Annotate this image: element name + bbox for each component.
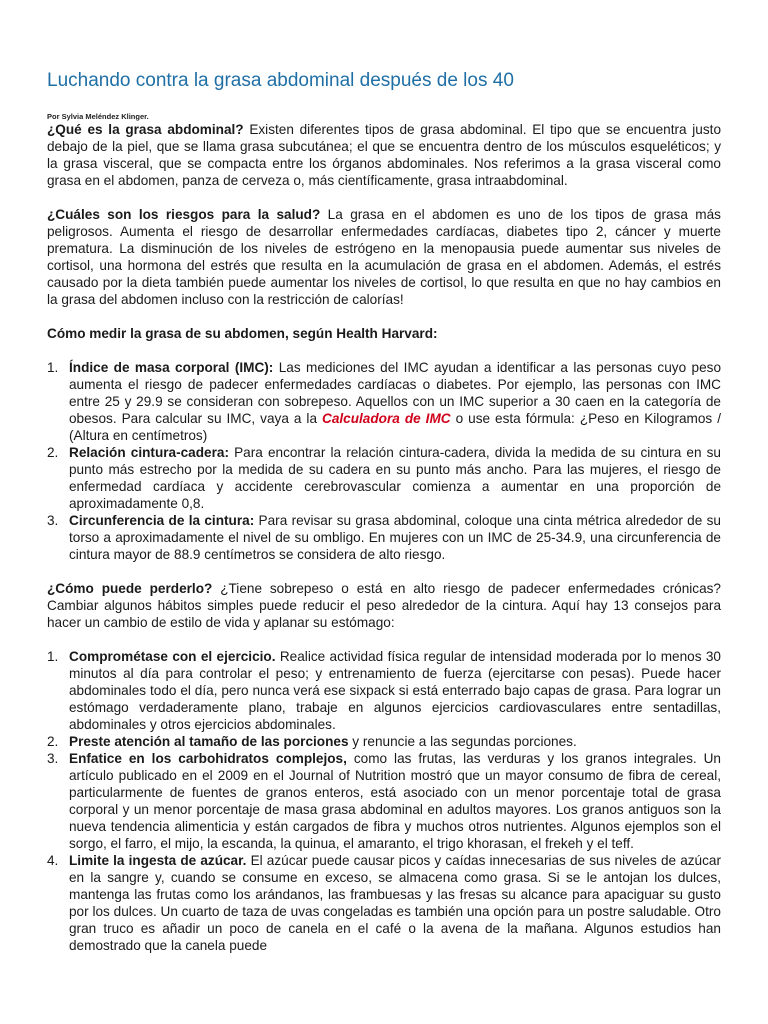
lose-text: ¿Tiene sobrepeso o está en alto riesgo de padecer enfermedades crónicas? Cambiar algunos hábitos simples puede reducir el peso alrededor de la cintura. Aquí hay 13 consejos para hacer un cambio de estilo de vida y aplanar su estómago:: [47, 581, 721, 630]
list-item-text: El azúcar puede causar picos y caídas innecesarias de sus niveles de azúcar en la sangre y, cuando se consume en exceso, se almacena como grasa. Si se le antojan los dulces, mantenga las frutas como los arándanos, las frambuesas y las fresas su alcance para apaciguar su gusto por los dulces. Un cuarto de taza de uvas congeladas es también una opción para un postre saludable. Otro gran truco es añadir un poco de canela en el café o la avena de la mañana. Algunos estudios han demostrado que la canela puede: [69, 853, 722, 953]
intro-text: Existen diferentes tipos de grasa abdominal. El tipo que se encuentra justo debajo de la piel, que se llama grasa subcutánea; el que se encuentra dentro de los músculos esqueléticos; y la grasa visceral, que se compacta entre los órganos abdominales. Nos referimos a la grasa visceral como grasa en el abdomen, panza de cerveza o, más científicamente, grasa intraabdominal.: [47, 122, 722, 188]
risks-text: La grasa en el abdomen es uno de los tipos de grasa más peligrosos. Aumenta el riesgo de desarrollar enfermedades cardíacas, diabetes tipo 2, cáncer y muerte prematura. La disminución de los niveles de estrógeno en la menopausia puede aumentar sus niveles de cortisol, una hormona del estrés que resulta en la acumulación de grasa en el abdomen. Además, el estrés causado por la dieta también puede aumentar los niveles de cortisol, lo que resulta en que no hay cambios en la grasa del abdomen incluso con la restricción de calorías!: [47, 207, 721, 307]
bmi-calculator-link[interactable]: Calculadora de IMC: [322, 411, 451, 426]
intro-paragraph: [47, 121, 721, 189]
list-item-lead: Preste atención al tamaño de las porciones: [69, 734, 349, 749]
list-item-text: y renuncie a las segundas porciones.: [348, 734, 577, 749]
list-item: [47, 512, 721, 563]
list-number: 3.: [47, 513, 59, 528]
list-item-text: como las frutas, las verduras y los granos integrales. Un artículo publicado en el 2009 en el Journal of Nutrition mostró que un mayor consumo de fibra de cereal, particularmente de fuentes de granos enteros, está asociado con un menor porcentaje total de grasa corporal y un menor porcentaje de masa grasa abdominal en adultos mayores. Los granos antiguos son la nueva tendencia alimenticia y están cargados de fibra y muchos otros nutrientes. Algunos ejemplos son el sorgo, el farro, el mijo, la escanda, la quinua, el amaranto, el trigo khorasan, el frekeh y el teff.: [69, 751, 721, 851]
list-item-text: Para revisar su grasa abdominal, coloque una cinta métrica alrededor de su torso a aproximadamente el nivel de su ombligo. En mujeres con un IMC de 25-34.9, una circunferencia de cintura mayor de 88.9 centímetros se considera de alto riesgo.: [69, 513, 721, 562]
list-item: [47, 750, 721, 852]
measure-list: [47, 359, 721, 563]
list-item-lead: Limite la ingesta de azúcar.: [69, 853, 247, 868]
list-item-text: Realice actividad física regular de intensidad moderada por lo menos 30 minutos al día para controlar el peso; y entrenamiento de fuerza (ejercitarse con pesas). Puede hacer abdominales todo el día, pero nunca verá ese sixpack si está enterrado bajo capas de grasa. Para lograr un estómago verdaderamente plano, trabaje en algunos ejercicios cardiovasculares entre sentadillas, abdominales y otros ejercicios abdominales.: [69, 649, 721, 732]
intro-lead: ¿Qué es la grasa abdominal?: [47, 122, 244, 137]
list-item: [47, 852, 721, 954]
list-item: [47, 733, 721, 750]
lose-paragraph: [47, 580, 721, 631]
article-title: Luchando contra la grasa abdominal después de los 40: [47, 70, 514, 91]
list-item-lead: Índice de masa corporal (IMC):: [69, 360, 274, 375]
list-item: [47, 444, 721, 512]
byline: Por Sylvia Meléndez Klinger.: [47, 112, 149, 121]
list-item-lead: Enfatice en los carbohidratos complejos,: [69, 751, 347, 766]
list-item-lead: Circunferencia de la cintura:: [69, 513, 255, 528]
list-number: 1.: [47, 360, 59, 375]
list-number: 2.: [47, 734, 59, 749]
article: [47, 0, 721, 954]
risks-paragraph: [47, 206, 721, 308]
list-number: 3.: [47, 751, 59, 766]
list-item-text-after: o use esta fórmula: ¿Peso en Kilogramos / (Altura en centímetros): [69, 411, 721, 443]
lose-lead: ¿Cómo puede perderlo?: [47, 581, 213, 596]
tips-list: [47, 648, 721, 954]
list-number: 4.: [47, 853, 59, 868]
measure-heading: Cómo medir la grasa de su abdomen, según Health Harvard:: [47, 326, 438, 341]
risks-lead: ¿Cuáles son los riesgos para la salud?: [47, 207, 321, 222]
list-item-text: Las mediciones del IMC ayudan a identificar a las personas cuyo peso aumenta el riesgo de padecer enfermedades cardíacas o diabetes. Por ejemplo, las personas con IMC entre 25 y 29.9 se consideran con sobrepeso. Aquellos con un IMC superior a 30 caen en la categoría de obesos. Para calcular su IMC, vaya a la: [69, 360, 722, 426]
list-number: 2.: [47, 445, 59, 460]
list-item-text: Para encontrar la relación cintura-cadera, divida la medida de su cintura en su punto más estrecho por la medida de su cadera en su punto más ancho. Para las mujeres, el riesgo de enfermedad cardíaca y accidente cerebrovascular comienza a aumentar en una proporción de aproximadamente 0,8.: [69, 445, 721, 511]
list-item-lead: Comprométase con el ejercicio.: [69, 649, 276, 664]
list-number: 1.: [47, 649, 59, 664]
list-item-lead: Relación cintura-cadera:: [69, 445, 229, 460]
list-item: [47, 648, 721, 733]
list-item: [47, 359, 721, 444]
